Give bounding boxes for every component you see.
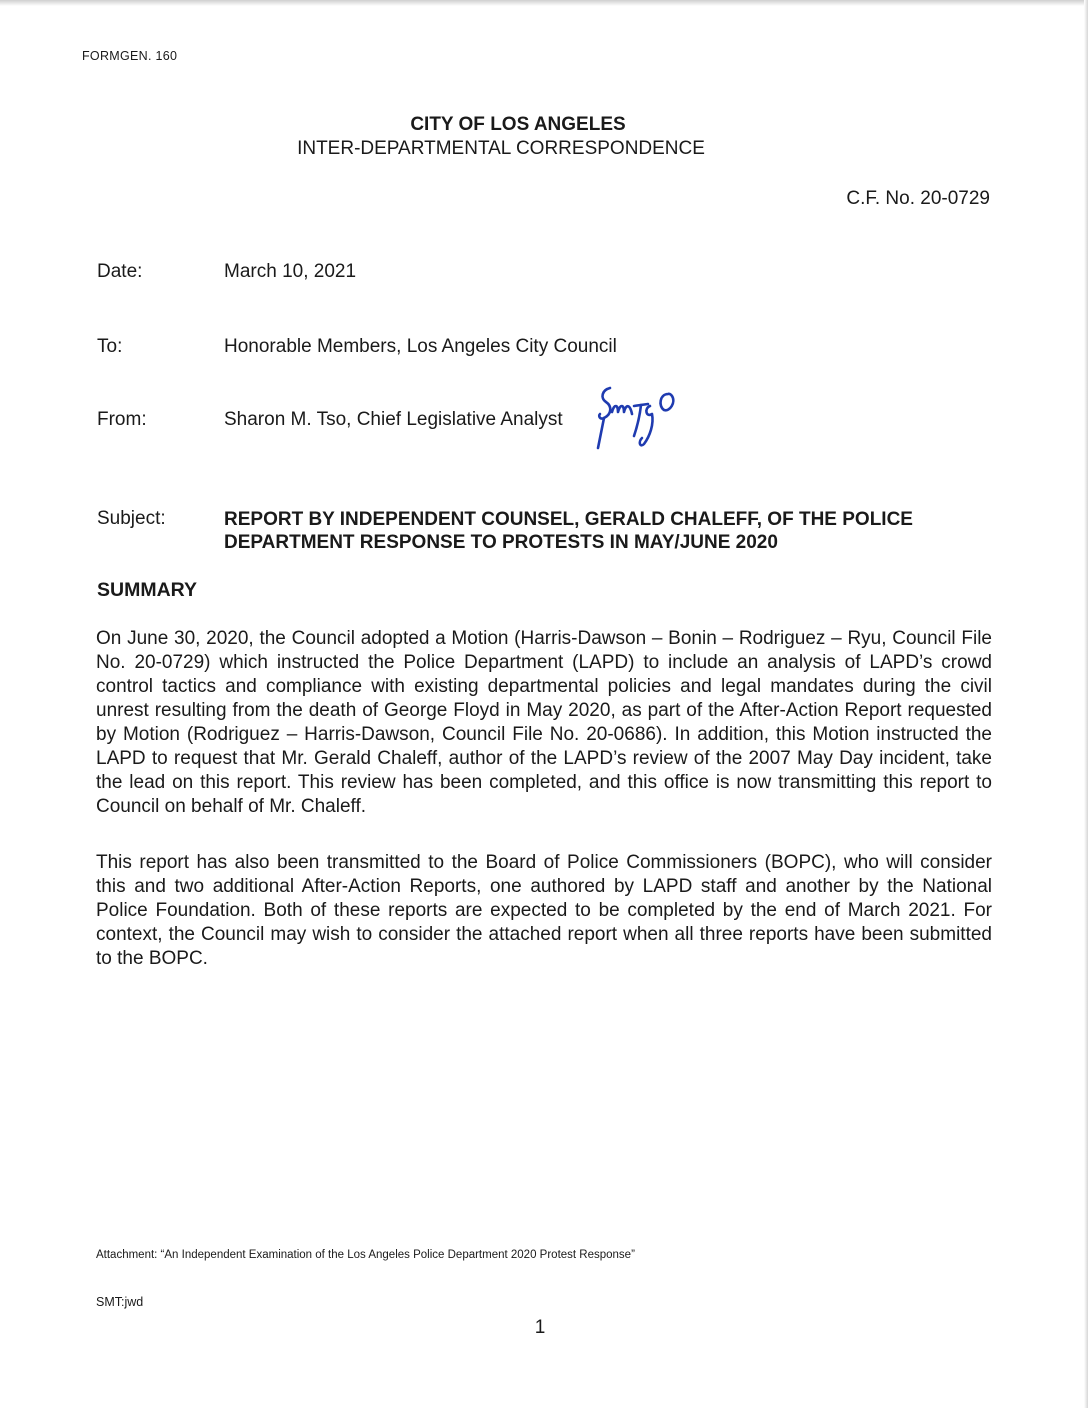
memo-type: INTER-DEPARTMENTAL CORRESPONDENCE <box>297 138 705 159</box>
attachment-note: Attachment: “An Independent Examination of the Los Angeles Police Department 2020 Protest Response” <box>96 1249 635 1261</box>
city-title: CITY OF LOS ANGELES <box>410 114 626 135</box>
signature-initials <box>590 384 690 454</box>
scan-edge-top <box>0 0 1088 6</box>
page-number-value: 1 <box>534 1317 546 1338</box>
subject-label: Subject: <box>97 508 166 529</box>
from-label: From: <box>97 409 147 430</box>
summary-paragraph-1: On June 30, 2020, the Council adopted a Motion (Harris-Dawson – Bonin – Rodriguez – Ryu, Council File No. 20-0729) which instructed the Police Department (LAPD) to include an analysis of LAPD’s crowd control tactics and compliance with existing departmental policies and legal mandates during the civil unrest resulting from the death of George Floyd in May 2020, as part of the After-Action Report requested by Motion (Rodriguez – Harris-Dawson, Council File No. 20-0686). In addition, this Motion instructed the LAPD to request that Mr. Gerald Chaleff, author of the LAPD’s review of the 2007 May Day incident, take the lead on this report. This review has been completed, and this office is now transmitting this report to Council on behalf of Mr. Chaleff. <box>96 628 992 817</box>
date-label: Date: <box>97 261 143 282</box>
to-label: To: <box>97 336 123 357</box>
form-code: FORMGEN. 160 <box>82 49 178 63</box>
scan-edge-right <box>1084 0 1088 1408</box>
summary-heading: SUMMARY <box>97 579 198 601</box>
date-value: March 10, 2021 <box>224 261 357 282</box>
council-file-number: C.F. No. 20-0729 <box>846 188 990 209</box>
to-value: Honorable Members, Los Angeles City Council <box>224 336 617 357</box>
page-number <box>0 1317 1088 1339</box>
subject-line-2: DEPARTMENT RESPONSE TO PROTESTS IN MAY/JUNE 2020 <box>224 532 778 553</box>
letterhead <box>0 113 1088 161</box>
typist-initials: SMT:jwd <box>96 1295 144 1309</box>
subject-line-1: REPORT BY INDEPENDENT COUNSEL, GERALD CHALEFF, OF THE POLICE <box>224 509 913 530</box>
from-value: Sharon M. Tso, Chief Legislative Analyst <box>224 409 563 430</box>
subject-value <box>224 508 1004 554</box>
summary-paragraph-2: This report has also been transmitted to the Board of Police Commissioners (BOPC), who will consider this and two additional After-Action Reports, one authored by LAPD staff and another by the National Police Foundation. Both of these reports are expected to be completed by the end of March 2021. For context, the Council may wish to consider the attached report when all three reports have been submitted to the BOPC. <box>96 852 992 969</box>
